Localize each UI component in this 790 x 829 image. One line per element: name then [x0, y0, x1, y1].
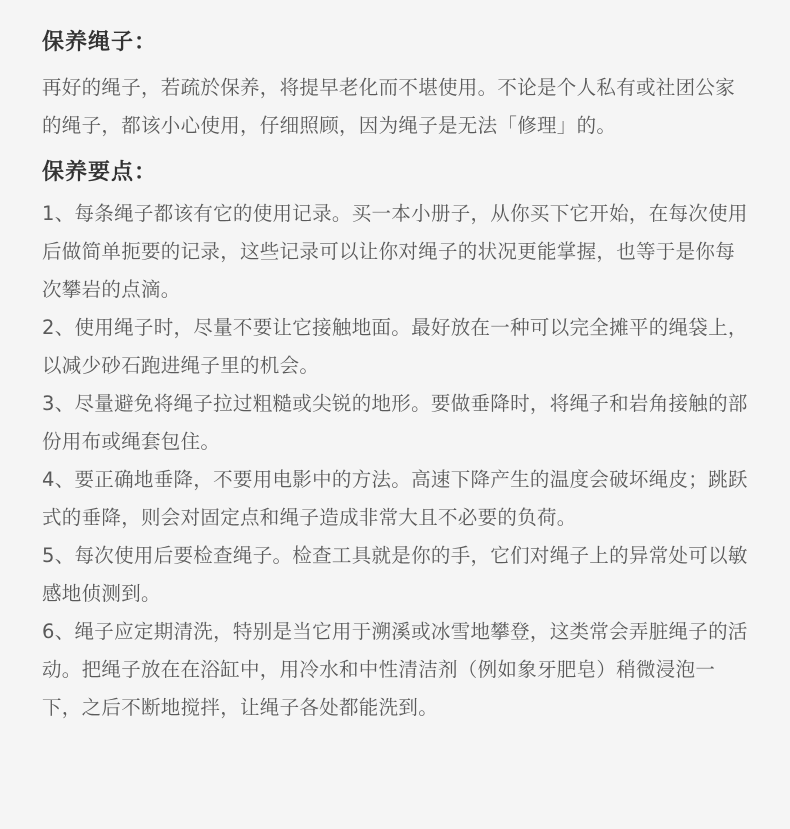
- tips-list: [42, 195, 752, 727]
- tip-item-3: 3、尽量避免将绳子拉过粗糙或尖锐的地形。要做垂降时，将绳子和岩角接触的部份用布或绳套包住。: [42, 392, 748, 453]
- care-paragraph: 再好的绳子，若疏於保养，将提早老化而不堪使用。不论是个人私有或社团公家的绳子，都该小心使用，仔细照顾，因为绳子是无法「修理」的。: [42, 76, 736, 137]
- tip-item-1: 1、每条绳子都该有它的使用记录。买一本小册子，从你买下它开始，在每次使用后做简单扼要的记录，这些记录可以让你对绳子的状况更能掌握，也等于是你每次攀岩的点滴。: [42, 202, 748, 301]
- tip-item-5: 5、每次使用后要检查绳子。检查工具就是你的手，它们对绳子上的异常处可以敏感地侦测到。: [42, 544, 748, 605]
- article: [42, 26, 752, 727]
- tip-item-6: 6、绳子应定期清洗，特别是当它用于溯溪或冰雪地攀登，这类常会弄脏绳子的活动。把绳子放在在浴缸中，用冷水和中性清洁剂（例如象牙肥皂）稍微浸泡一下，之后不断地搅拌，让绳子各处都能洗到。: [42, 620, 748, 719]
- tip-item-4: 4、要正确地垂降，不要用电影中的方法。高速下降产生的温度会破坏绳皮；跳跃式的垂降，则会对固定点和绳子造成非常大且不必要的负荷。: [42, 468, 748, 529]
- care-heading: 保养绳子：: [42, 30, 158, 55]
- tips-heading: 保养要点：: [42, 160, 158, 185]
- tip-item-2: 2、使用绳子时，尽量不要让它接触地面。最好放在一种可以完全摊平的绳袋上，以减少砂石跑进绳子里的机会。: [42, 316, 748, 377]
